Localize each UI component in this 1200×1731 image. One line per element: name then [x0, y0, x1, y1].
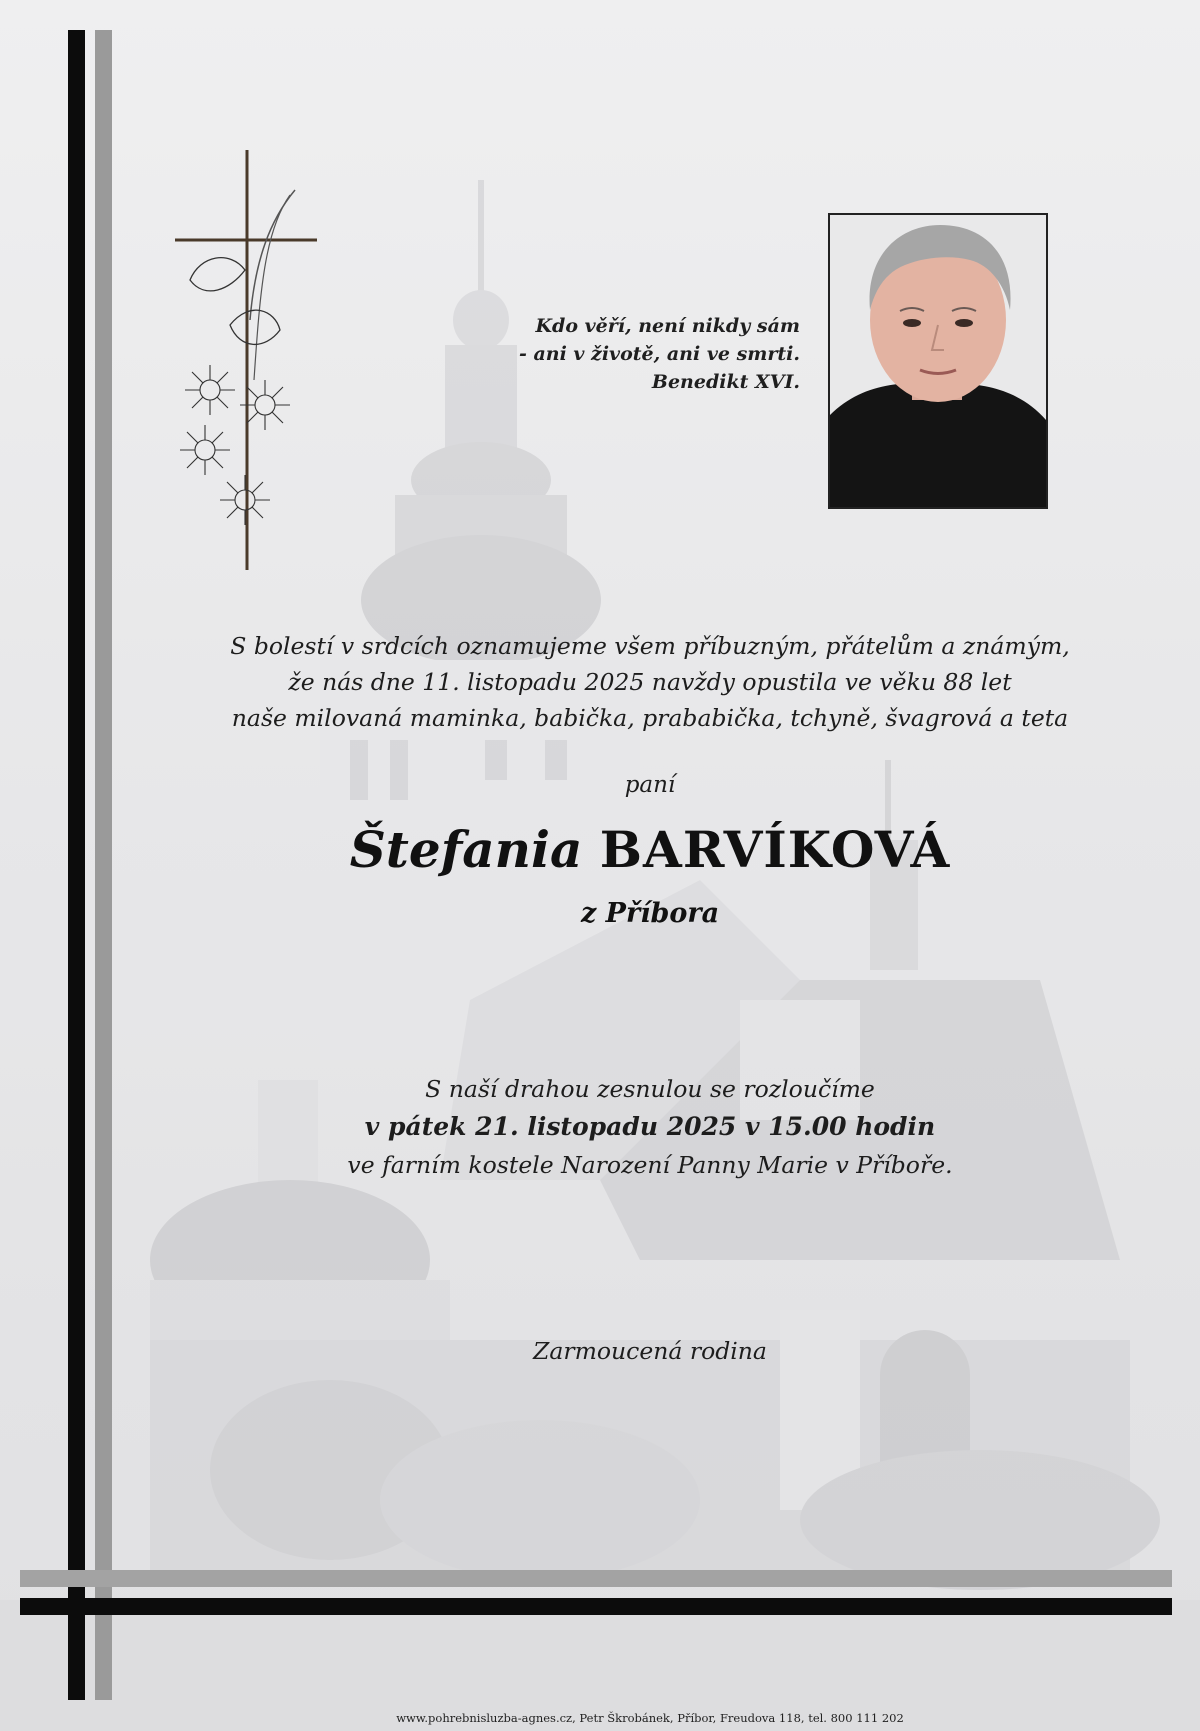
- funeral-line-1: S naší drahou zesnulou se rozloučíme: [425, 1075, 875, 1103]
- announcement-text: [130, 628, 1170, 736]
- signature: Zarmoucená rodina: [533, 1337, 767, 1365]
- portrait-photo: [828, 213, 1048, 509]
- announcement-line-2: že nás dne 11. listopadu 2025 navždy opustila ve věku 88 let: [288, 668, 1012, 696]
- frame-horizontal-black-line: [20, 1598, 1172, 1615]
- frame-vertical-black-line: [68, 30, 85, 1700]
- quote-line-1: Kdo věří, není nikdy sám: [535, 315, 800, 337]
- frame-vertical-gray-line: [95, 30, 112, 1700]
- funeral-date-time: v pátek 21. listopadu 2025 v 15.00 hodin: [364, 1112, 936, 1141]
- quote-line-2: - ani v životě, ani ve smrti.: [518, 343, 800, 365]
- cross-with-flowers-icon: [170, 150, 320, 570]
- portrait-person-icon: [830, 215, 1046, 507]
- funeral-info: [130, 1070, 1170, 1184]
- quote-block: [480, 312, 800, 396]
- announcement-line-1: S bolestí v srdcích oznamujeme všem příbuzným, přátelům a známým,: [230, 632, 1070, 660]
- deceased-title: paní: [624, 772, 676, 798]
- quote-author: Benedikt XVI.: [651, 371, 800, 393]
- deceased-origin: z Příbora: [580, 898, 720, 929]
- frame-horizontal-gray-line: [20, 1570, 1172, 1587]
- deceased-name: [130, 820, 1170, 879]
- deceased-first-name: Štefania: [349, 820, 583, 879]
- footer-contact: www.pohrebnisluzba-agnes.cz, Petr Škrobánek, Příbor, Freudova 118, tel. 800 111 202: [396, 1711, 904, 1725]
- deceased-last-name: BARVÍKOVÁ: [599, 820, 951, 879]
- announcement-line-3: naše milovaná maminka, babička, prababička, tchyně, švagrová a teta: [231, 704, 1069, 732]
- funeral-location: ve farním kostele Narození Panny Marie v Příboře.: [347, 1151, 953, 1179]
